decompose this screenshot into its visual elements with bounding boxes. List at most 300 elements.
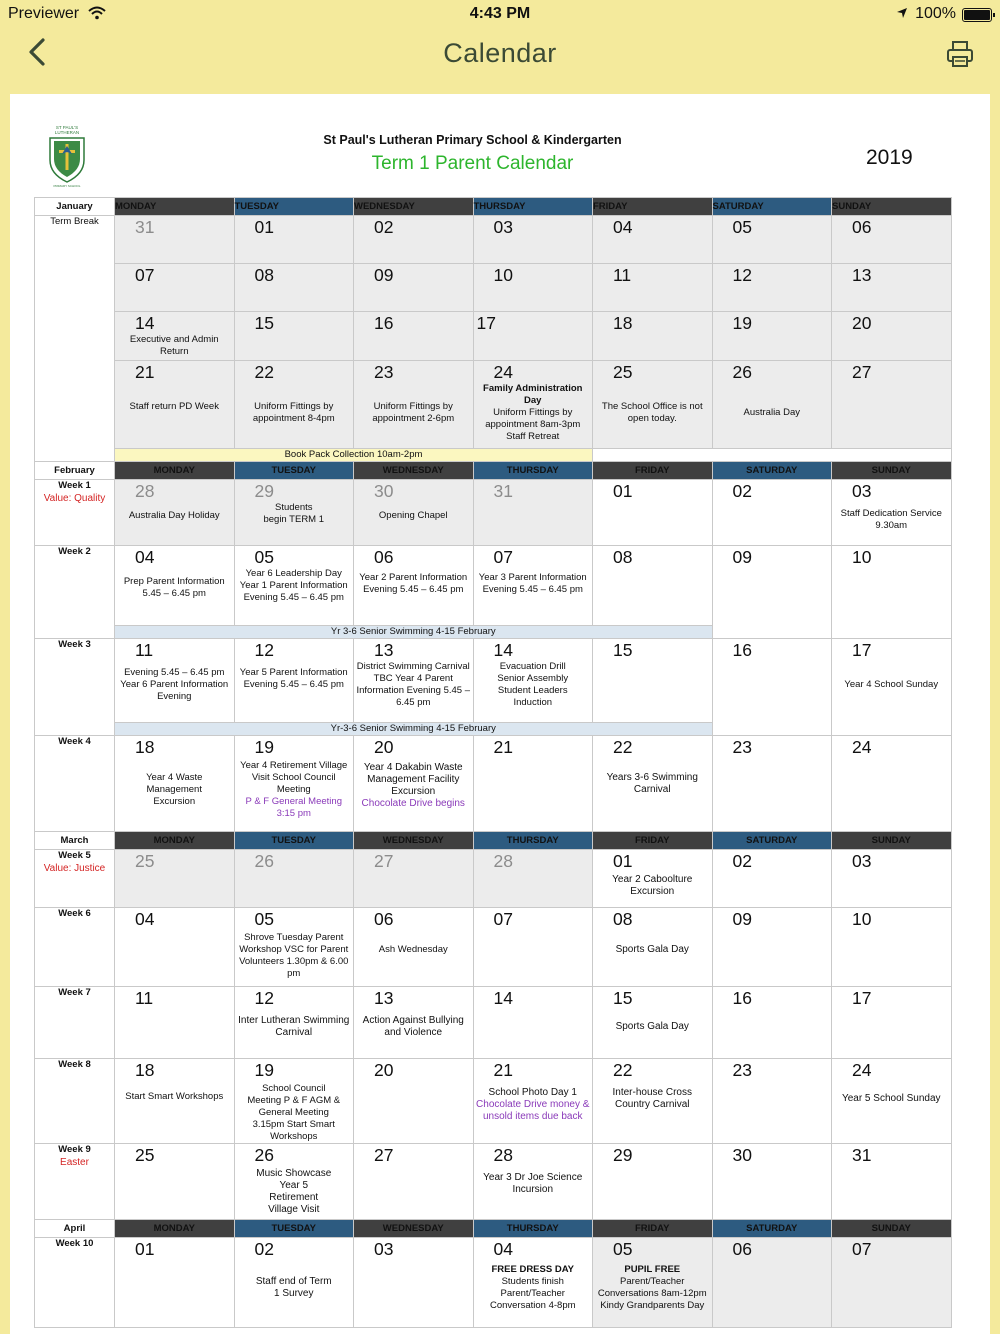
day-cell (832, 736, 952, 832)
day-cell (115, 987, 235, 1059)
battery-percent: 100% (915, 5, 956, 22)
day-header: TUESDAY (234, 832, 354, 850)
day-cell (234, 216, 354, 264)
day-number: 17 (852, 640, 872, 660)
event-text: Sports Gala Day (615, 944, 689, 955)
day-number: 05 (254, 547, 274, 567)
event-text: Start Smart Workshops (125, 1091, 224, 1102)
week-label (35, 1144, 115, 1220)
event-text: School Council Meeting P & F AGM & General Meeting 3.15pm Start Smart Workshops (247, 1083, 341, 1142)
week-label (35, 850, 115, 908)
day-number: 12 (732, 265, 752, 285)
event-text: Parent/Teacher Conversations 8am-12pm Kindy Grandparents Day (597, 1276, 707, 1311)
day-number: 13 (374, 640, 394, 660)
day-cell (832, 1059, 952, 1144)
day-cell (234, 736, 354, 832)
day-cell (354, 736, 474, 832)
day-cell (234, 1059, 354, 1144)
day-number: 06 (374, 909, 394, 929)
week-name: Week 4 (58, 736, 91, 747)
day-cell (354, 480, 474, 546)
day-cell (354, 312, 474, 361)
battery-icon (962, 8, 992, 22)
day-cell (593, 908, 713, 987)
day-number: 04 (135, 547, 155, 567)
day-number: 12 (254, 640, 274, 660)
day-number: 08 (254, 265, 274, 285)
day-header: SATURDAY (712, 1220, 832, 1238)
day-cell (234, 312, 354, 361)
day-number: 28 (493, 1145, 513, 1165)
day-number: 14 (493, 640, 513, 660)
day-header: FRIDAY (593, 832, 713, 850)
day-cell (712, 639, 832, 736)
day-number: 15 (613, 988, 633, 1008)
day-cell (832, 1144, 952, 1220)
day-cell (473, 850, 593, 908)
day-number: 01 (613, 481, 633, 501)
day-cell (712, 736, 832, 832)
day-cell (234, 639, 354, 723)
day-cell (712, 480, 832, 546)
week-name: Week 7 (58, 987, 91, 998)
day-cell (593, 361, 713, 449)
week-label (35, 1059, 115, 1144)
day-number: 18 (135, 737, 155, 757)
day-cell (712, 1059, 832, 1144)
day-number: 25 (135, 1145, 155, 1165)
day-cell (712, 546, 832, 639)
day-number: 16 (732, 988, 752, 1008)
day-number: 13 (852, 265, 872, 285)
day-header: SUNDAY (832, 198, 952, 216)
day-number: 31 (852, 1145, 872, 1165)
day-cell (115, 639, 235, 723)
week-value: Easter (60, 1157, 89, 1168)
week-label (35, 987, 115, 1059)
day-cell (712, 216, 832, 264)
day-cell (115, 361, 235, 449)
day-number: 02 (254, 1239, 274, 1259)
day-number: 20 (852, 313, 872, 333)
day-cell (832, 312, 952, 361)
day-number: 19 (254, 1060, 274, 1080)
day-number: 23 (732, 1060, 752, 1080)
day-number: 14 (493, 988, 513, 1008)
day-cell (832, 216, 952, 264)
day-number: 03 (493, 217, 513, 237)
navigation-bar (0, 28, 1000, 82)
day-cell (593, 736, 713, 832)
day-cell (354, 216, 474, 264)
day-header: THURSDAY (473, 832, 593, 850)
day-cell (473, 546, 593, 626)
event-text: Staff return PD Week (129, 401, 219, 412)
event-text: Year 2 Caboolture Excursion (612, 874, 693, 897)
day-number: 19 (732, 313, 752, 333)
day-number: 20 (374, 1060, 394, 1080)
day-cell (593, 546, 713, 626)
day-number: 26 (254, 1145, 274, 1165)
day-number: 18 (613, 313, 633, 333)
day-cell (593, 480, 713, 546)
day-cell (234, 850, 354, 908)
day-number: 23 (732, 737, 752, 757)
day-number: 10 (852, 909, 872, 929)
event-text: Sports Gala Day (615, 1021, 689, 1032)
day-header: THURSDAY (473, 1220, 593, 1238)
day-header: WEDNESDAY (354, 198, 474, 216)
day-cell (712, 908, 832, 987)
day-cell (234, 1238, 354, 1328)
day-cell (832, 1238, 952, 1328)
day-header: MONDAY (115, 462, 235, 480)
day-number: 06 (374, 547, 394, 567)
day-cell (354, 1059, 474, 1144)
day-cell (473, 987, 593, 1059)
location-arrow-icon (896, 7, 908, 19)
day-number: 01 (613, 851, 633, 871)
event-text-bold: Family Administration Day (483, 383, 583, 406)
event-text: Year 3 Dr Joe Science Incursion (483, 1172, 583, 1195)
day-number: 16 (732, 640, 752, 660)
day-cell (832, 908, 952, 987)
day-number: 31 (493, 481, 513, 501)
day-cell (115, 312, 235, 361)
day-cell (593, 216, 713, 264)
day-number: 29 (613, 1145, 633, 1165)
event-text: Evening 5.45 – 6.45 pm Year 6 Parent Information Evening (120, 667, 229, 702)
week-value: Value: Justice (43, 863, 106, 874)
day-number: 10 (852, 547, 872, 567)
day-number: 27 (852, 362, 872, 382)
day-number: 02 (374, 217, 394, 237)
day-number: 03 (374, 1239, 394, 1259)
week-name: Week 3 (58, 639, 91, 650)
day-cell (832, 546, 952, 639)
event-text: Year 6 Leadership Day Year 1 Parent Information Evening 5.45 – 6.45 pm (239, 568, 348, 603)
day-number: 04 (493, 1239, 513, 1259)
day-number: 17 (852, 988, 872, 1008)
day-cell (234, 546, 354, 626)
day-number: 03 (852, 481, 872, 501)
day-number: 30 (374, 481, 394, 501)
day-number: 26 (732, 362, 752, 382)
day-number: 05 (254, 909, 274, 929)
event-text: District Swimming Carnival TBC Year 4 Parent Information Evening 5.45 – 6.45 pm (356, 661, 471, 708)
swimming-banner: Yr-3-6 Senior Swimming 4-15 February (115, 723, 713, 736)
book-pack-banner: Book Pack Collection 10am-2pm (115, 449, 593, 462)
day-cell (473, 480, 593, 546)
event-text: Year 3 Parent Information Evening 5.45 – 6.45 pm (478, 572, 587, 595)
day-header: WEDNESDAY (354, 832, 474, 850)
day-number: 21 (493, 1060, 513, 1080)
day-number: 11 (613, 265, 632, 285)
day-number: 06 (732, 1239, 752, 1259)
event-text: Shrove Tuesday Parent Workshop VSC for Parent Volunteers 1.30pm & 6.00 pm (239, 932, 349, 979)
day-cell (593, 987, 713, 1059)
carrier-label: Previewer (8, 5, 80, 22)
day-number: 27 (374, 1145, 394, 1165)
svg-text:ST PAUL'S: ST PAUL'S (55, 125, 79, 130)
week-label (35, 546, 115, 639)
event-text: Uniform Fittings by appointment 8am-3pm Staff Retreat (485, 407, 581, 442)
calendar-document[interactable] (10, 94, 990, 1334)
day-cell (115, 736, 235, 832)
day-cell (234, 987, 354, 1059)
event-text: Opening Chapel (378, 510, 448, 521)
event-text: School Photo Day 1 (488, 1087, 577, 1098)
day-number: 07 (493, 547, 513, 567)
day-number: 01 (254, 217, 274, 237)
svg-text:LUTHERAN: LUTHERAN (54, 130, 80, 135)
day-cell (354, 361, 474, 449)
day-cell (712, 361, 832, 449)
event-text: Australia Day Holiday (128, 510, 220, 521)
day-cell (354, 1238, 474, 1328)
day-header: SUNDAY (832, 462, 952, 480)
day-number: 06 (852, 217, 872, 237)
day-cell (354, 987, 474, 1059)
day-cell (593, 1059, 713, 1144)
day-number: 09 (374, 265, 394, 285)
day-cell (832, 480, 952, 546)
day-header: WEDNESDAY (354, 462, 474, 480)
day-cell (832, 987, 952, 1059)
month-label-february: February (35, 462, 115, 480)
week-label (35, 908, 115, 987)
day-number: 22 (254, 362, 274, 382)
event-text: Year 4 Waste Management Excursion (146, 772, 203, 807)
event-text: Year 2 Parent Information Evening 5.45 – 6.45 pm (359, 572, 468, 595)
week-name: Week 8 (58, 1059, 91, 1070)
day-number: 01 (135, 1239, 155, 1259)
event-text: Action Against Bullying and Violence (362, 1015, 464, 1038)
day-cell (354, 1144, 474, 1220)
day-cell (473, 1144, 593, 1220)
day-number: 08 (613, 909, 633, 929)
event-text: Music Showcase Year 5 Retirement Village Visit (256, 1168, 332, 1215)
day-cell (234, 361, 354, 449)
calendar-grid (34, 197, 952, 1328)
week-name: Week 9 (58, 1144, 91, 1155)
week-name: Week 1 (58, 480, 91, 491)
day-number: 25 (613, 362, 633, 382)
day-cell (593, 1238, 713, 1328)
day-cell (115, 908, 235, 987)
day-cell (115, 546, 235, 626)
day-number: 23 (374, 362, 394, 382)
day-header: FRIDAY (593, 1220, 713, 1238)
day-cell (234, 1144, 354, 1220)
event-text: Year 4 Retirement Village Visit School Council Meeting (240, 760, 348, 795)
day-number: 19 (254, 737, 274, 757)
event-text: The School Office is not open today. (601, 401, 703, 424)
week-label (35, 639, 115, 736)
event-text: Inter Lutheran Swimming Carnival (238, 1015, 350, 1038)
week-name: Week 10 (55, 1238, 94, 1249)
status-bar (0, 0, 1000, 28)
clock: 4:43 PM (469, 5, 531, 22)
day-header: THURSDAY (473, 462, 593, 480)
day-header: TUESDAY (234, 462, 354, 480)
event-text: Ash Wednesday (378, 944, 448, 955)
day-number: 15 (254, 313, 274, 333)
day-cell (593, 264, 713, 312)
day-cell (473, 216, 593, 264)
week-value: Value: Quality (43, 493, 106, 504)
event-text-bold: FREE DRESS DAY (491, 1264, 575, 1275)
day-header: TUESDAY (234, 198, 354, 216)
day-cell (354, 908, 474, 987)
day-cell (712, 1144, 832, 1220)
event-text: Year 4 School Sunday (844, 679, 939, 690)
day-cell (832, 361, 952, 449)
month-label-april: April (35, 1220, 115, 1238)
day-number: 27 (374, 851, 394, 871)
document-header (10, 94, 990, 194)
day-number: 02 (732, 481, 752, 501)
event-text-bold: PUPIL FREE (624, 1264, 681, 1275)
day-cell (234, 908, 354, 987)
day-number: 07 (493, 909, 513, 929)
day-number: 15 (613, 640, 633, 660)
day-number: 17 (476, 313, 496, 333)
event-text-highlight: Chocolate Drive money & unsold items due back (476, 1099, 590, 1122)
print-button[interactable] (946, 40, 974, 68)
month-label-march: March (35, 832, 115, 850)
event-text: Inter-house Cross Country Carnival (612, 1087, 692, 1110)
day-cell (712, 850, 832, 908)
event-text: Students finish Parent/Teacher Conversation 4-8pm (489, 1276, 576, 1311)
day-header: MONDAY (115, 832, 235, 850)
day-number: 09 (732, 909, 752, 929)
day-number: 24 (852, 737, 872, 757)
day-number: 07 (852, 1239, 872, 1259)
day-header: SUNDAY (832, 832, 952, 850)
day-cell (473, 1059, 593, 1144)
event-text: Prep Parent Information 5.45 – 6.45 pm (123, 576, 225, 599)
day-cell (234, 264, 354, 312)
day-number: 21 (493, 737, 513, 757)
event-text: Year 4 Dakabin Waste Management Facility Excursion (363, 762, 463, 797)
day-number: 05 (732, 217, 752, 237)
day-cell (832, 850, 952, 908)
event-text-highlight: Chocolate Drive begins (361, 798, 465, 809)
day-header: THURSDAY (473, 198, 593, 216)
day-header: SATURDAY (712, 462, 832, 480)
day-number: 08 (613, 547, 633, 567)
day-cell (354, 264, 474, 312)
week-label (35, 480, 115, 546)
day-cell (832, 639, 952, 736)
day-cell (115, 850, 235, 908)
term-break-label: Term Break (35, 216, 115, 462)
day-header: WEDNESDAY (354, 1220, 474, 1238)
day-header: MONDAY (115, 198, 235, 216)
event-text: Executive and Admin Return (129, 334, 219, 357)
day-cell (473, 736, 593, 832)
month-label-january: January (35, 198, 115, 216)
week-name: Week 5 (58, 850, 91, 861)
day-cell (473, 264, 593, 312)
week-label (35, 1238, 115, 1328)
day-cell (473, 639, 593, 723)
day-cell (354, 546, 474, 626)
day-number: 16 (374, 313, 394, 333)
day-number: 30 (732, 1145, 752, 1165)
school-name: St Paul's Lutheran Primary School & Kindergarten (323, 133, 622, 147)
event-text: Year 5 School Sunday (841, 1093, 941, 1104)
day-cell (712, 1238, 832, 1328)
event-text: Students begin TERM 1 (263, 502, 325, 525)
event-text: Staff Dedication Service 9.30am (840, 508, 942, 531)
day-number: 03 (852, 851, 872, 871)
week-name: Week 2 (58, 546, 91, 557)
day-cell (593, 1144, 713, 1220)
day-number: 07 (135, 265, 155, 285)
day-cell (593, 850, 713, 908)
day-cell (712, 312, 832, 361)
day-number: 18 (135, 1060, 155, 1080)
day-number: 29 (254, 481, 274, 501)
day-cell (712, 987, 832, 1059)
day-number: 04 (135, 909, 155, 929)
day-cell (473, 1238, 593, 1328)
week-name: Week 6 (58, 908, 91, 919)
day-number: 09 (732, 547, 752, 567)
day-number: 24 (852, 1060, 872, 1080)
day-number: 13 (374, 988, 394, 1008)
printer-icon (946, 40, 974, 68)
event-text: Year 5 Parent Information Evening 5.45 – 6.45 pm (239, 667, 348, 690)
calendar-year: 2019 (866, 146, 913, 169)
day-cell (354, 639, 474, 723)
day-cell (473, 361, 593, 449)
day-number: 31 (135, 217, 155, 237)
day-number: 22 (613, 1060, 633, 1080)
event-text: Staff end of Term 1 Survey (255, 1276, 332, 1299)
day-number: 24 (493, 362, 513, 382)
page-title: Calendar (443, 38, 557, 68)
day-cell (115, 1144, 235, 1220)
day-number: 05 (613, 1239, 633, 1259)
week-label (35, 736, 115, 832)
day-number: 28 (493, 851, 513, 871)
day-number: 28 (135, 481, 155, 501)
day-cell (115, 1059, 235, 1144)
day-number: 12 (254, 988, 274, 1008)
day-cell (712, 264, 832, 312)
day-number: 11 (135, 988, 154, 1008)
day-number: 25 (135, 851, 155, 871)
day-number: 21 (135, 362, 155, 382)
day-cell (593, 312, 713, 361)
day-number: 14 (135, 313, 155, 333)
day-number: 04 (613, 217, 633, 237)
day-cell (473, 312, 593, 361)
day-cell (473, 908, 593, 987)
swimming-banner: Yr 3-6 Senior Swimming 4-15 February (115, 626, 713, 639)
day-header: TUESDAY (234, 1220, 354, 1238)
day-header: SATURDAY (712, 832, 832, 850)
day-cell (354, 850, 474, 908)
day-number: 10 (493, 265, 513, 285)
day-header: MONDAY (115, 1220, 235, 1238)
day-header: SUNDAY (832, 1220, 952, 1238)
event-text: Uniform Fittings by appointment 8-4pm (252, 401, 335, 424)
day-number: 11 (135, 640, 154, 660)
